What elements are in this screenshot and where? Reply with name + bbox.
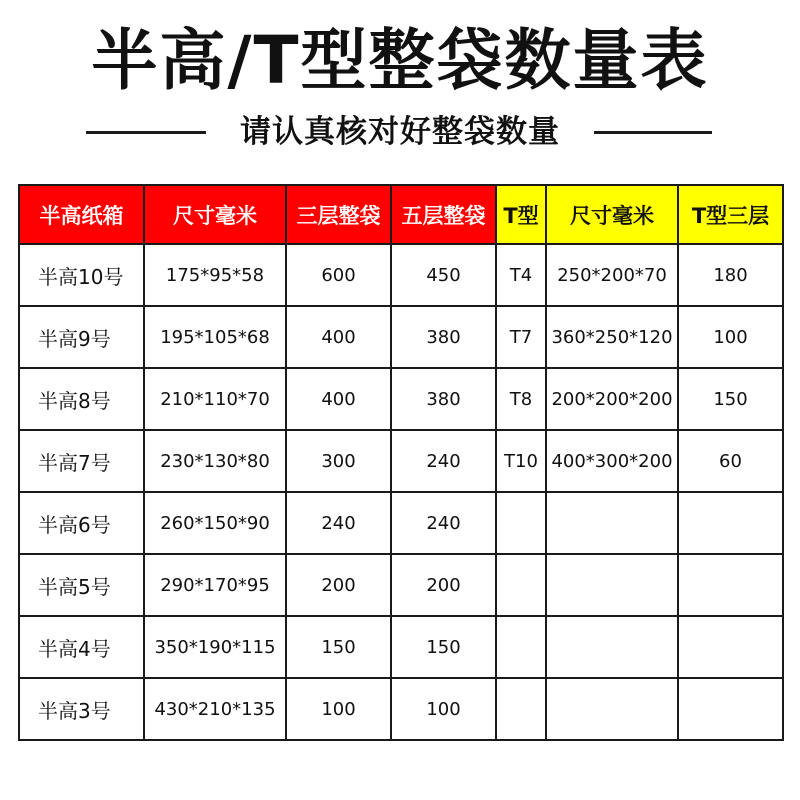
table-cell: 200 (391, 554, 496, 616)
table-cell (546, 678, 678, 740)
table-cell (546, 554, 678, 616)
table-cell: 240 (391, 492, 496, 554)
table-cell: 200*200*200 (546, 368, 678, 430)
table-cell: 430*210*135 (144, 678, 286, 740)
subtitle: 请认真核对好整袋数量 (240, 114, 560, 150)
header-cell-t-size: 尺寸毫米 (546, 185, 678, 244)
subtitle-divider-left (86, 131, 206, 134)
table-cell: 半高3号 (19, 678, 144, 740)
table-cell (546, 492, 678, 554)
table-cell: 350*190*115 (144, 616, 286, 678)
table-header-row (19, 185, 783, 244)
subtitle-divider-right (594, 131, 712, 134)
table-cell: 100 (391, 678, 496, 740)
table-cell (678, 678, 783, 740)
table-cell (546, 616, 678, 678)
table-cell: 150 (391, 616, 496, 678)
table-cell: 半高10号 (19, 244, 144, 306)
table-cell: 400*300*200 (546, 430, 678, 492)
table-cell: 195*105*68 (144, 306, 286, 368)
table-cell: 230*130*80 (144, 430, 286, 492)
header-cell-three-layer: 三层整袋 (286, 185, 391, 244)
table-cell: 半高4号 (19, 616, 144, 678)
table-cell: 360*250*120 (546, 306, 678, 368)
table-cell: 400 (286, 306, 391, 368)
table-row (19, 678, 783, 740)
table-cell: 300 (286, 430, 391, 492)
table-cell: 380 (391, 368, 496, 430)
table-cell: 380 (391, 306, 496, 368)
table-cell: 400 (286, 368, 391, 430)
table-cell (496, 492, 546, 554)
table-cell: T4 (496, 244, 546, 306)
table-cell: 290*170*95 (144, 554, 286, 616)
table-cell: 150 (286, 616, 391, 678)
table-cell: 450 (391, 244, 496, 306)
quantity-table (18, 184, 784, 741)
table-cell: 240 (286, 492, 391, 554)
table-cell: T8 (496, 368, 546, 430)
header-cell-t-three-layer: T型三层 (678, 185, 783, 244)
header-cell-size: 尺寸毫米 (144, 185, 286, 244)
table-cell: 半高6号 (19, 492, 144, 554)
table-cell (678, 616, 783, 678)
table-cell: 600 (286, 244, 391, 306)
table-cell: 半高8号 (19, 368, 144, 430)
header-cell-box-type: 半高纸箱 (19, 185, 144, 244)
table-cell: 半高9号 (19, 306, 144, 368)
table-cell: 240 (391, 430, 496, 492)
table-cell: 210*110*70 (144, 368, 286, 430)
table-row (19, 306, 783, 368)
table-cell (678, 554, 783, 616)
table-cell: 半高5号 (19, 554, 144, 616)
table-row (19, 244, 783, 306)
table-cell (496, 616, 546, 678)
subtitle-row (0, 112, 800, 152)
table-row (19, 492, 783, 554)
table-cell: 100 (678, 306, 783, 368)
table-row (19, 616, 783, 678)
table-cell: T10 (496, 430, 546, 492)
header-cell-five-layer: 五层整袋 (391, 185, 496, 244)
table-cell: 100 (286, 678, 391, 740)
table-cell: 60 (678, 430, 783, 492)
header-cell-t-type: T型 (496, 185, 546, 244)
table-cell: 250*200*70 (546, 244, 678, 306)
table-cell (496, 678, 546, 740)
table-row (19, 368, 783, 430)
table-cell: 260*150*90 (144, 492, 286, 554)
table-cell: 150 (678, 368, 783, 430)
table-row (19, 554, 783, 616)
table-cell (496, 554, 546, 616)
table-cell: 200 (286, 554, 391, 616)
table-cell: T7 (496, 306, 546, 368)
table-cell: 175*95*58 (144, 244, 286, 306)
table-row (19, 430, 783, 492)
table-cell: 半高7号 (19, 430, 144, 492)
table-cell: 180 (678, 244, 783, 306)
table-cell (678, 492, 783, 554)
page-title: 半高/T型整袋数量表 (91, 22, 709, 99)
